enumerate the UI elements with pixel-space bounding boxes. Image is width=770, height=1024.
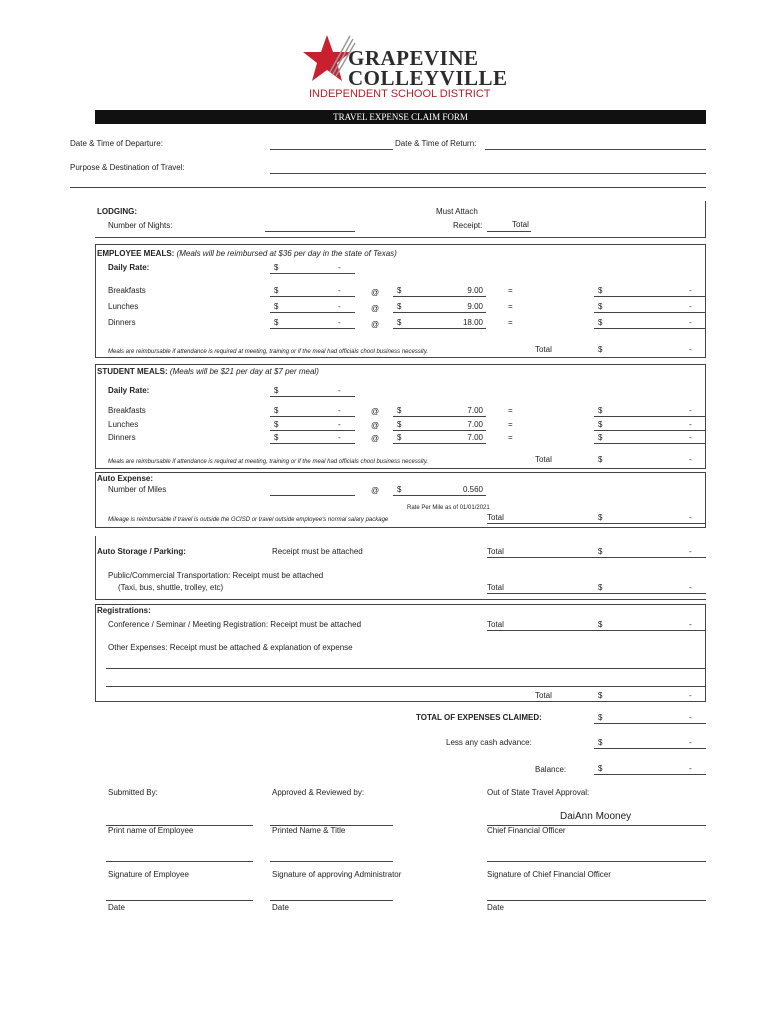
auto-rate-value: 0.560 bbox=[462, 485, 483, 494]
meal-rate-line bbox=[393, 430, 486, 431]
student-meals-subtitle: (Meals will be $21 per day at $7 per meal) bbox=[169, 367, 319, 376]
other-total-value: - bbox=[689, 691, 692, 700]
lodging-label: LODGING: bbox=[97, 207, 137, 216]
meal-rate-line bbox=[393, 416, 486, 417]
advance-field[interactable] bbox=[594, 748, 706, 749]
auto-note: Mileage is reimbursable if travel is outside the GCISD or travel outside employee's normal salary package bbox=[108, 517, 389, 523]
meal-rate-value: 7.00 bbox=[467, 406, 483, 415]
student-daily-rate-field[interactable] bbox=[270, 396, 355, 397]
meal-qty-value[interactable]: - bbox=[338, 406, 341, 415]
meal-total-dollar: $ bbox=[598, 433, 603, 442]
meal-equals: = bbox=[508, 318, 513, 327]
auto-total-value: - bbox=[689, 513, 692, 522]
meal-rate-line bbox=[393, 312, 486, 313]
registrations-total-line bbox=[487, 630, 706, 631]
employee-meals-header bbox=[97, 249, 397, 259]
registrations-total-dollar: $ bbox=[598, 620, 603, 629]
employee-date-field[interactable] bbox=[106, 900, 253, 901]
auto-expense-title: Auto Expense: bbox=[97, 474, 154, 483]
lodging-nights-field[interactable] bbox=[265, 231, 355, 232]
meal-rate-line bbox=[393, 443, 486, 444]
balance-label: Balance: bbox=[535, 765, 567, 774]
print-name-title-label: Printed Name & Title bbox=[272, 826, 346, 835]
purpose-field-line-2[interactable] bbox=[70, 187, 706, 188]
meal-rate-value: 9.00 bbox=[467, 286, 483, 295]
meal-rate-value: 18.00 bbox=[462, 318, 483, 327]
departure-field[interactable] bbox=[270, 149, 393, 150]
student-meals-note: Meals are reimbursable if attendance is required at meeting, training or if the meal had officials chool business necessity. bbox=[108, 459, 429, 465]
registrations-total-label: Total bbox=[487, 620, 504, 629]
meal-total-dollar: $ bbox=[598, 302, 603, 311]
public-total-value: - bbox=[689, 583, 692, 592]
meal-qty-dollar: $ bbox=[274, 420, 279, 429]
parking-receipt-note: Receipt must be attached bbox=[272, 547, 363, 556]
student-meals-total-dollar: $ bbox=[598, 455, 603, 464]
meal-label: Breakfasts bbox=[108, 286, 146, 295]
meal-qty-value[interactable]: - bbox=[338, 318, 341, 327]
meal-qty-dollar: $ bbox=[274, 433, 279, 442]
meal-total-line bbox=[594, 416, 706, 417]
auto-miles-label: Number of Miles bbox=[108, 485, 167, 494]
meal-qty-dollar: $ bbox=[274, 318, 279, 327]
cfo-title-label: Chief Financial Officer bbox=[487, 826, 566, 835]
meal-total-dollar: $ bbox=[598, 406, 603, 415]
public-transport-line-1: Public/Commercial Transportation: Receipt must be attached bbox=[108, 571, 324, 580]
meal-total-value: - bbox=[689, 302, 692, 311]
registrations-line: Conference / Seminar / Meeting Registration: Receipt must be attached bbox=[108, 620, 362, 629]
employee-meals-total-value: - bbox=[689, 345, 692, 354]
meal-total-value: - bbox=[689, 286, 692, 295]
logo-line-2: COLLEYVILLE bbox=[348, 66, 508, 90]
registrations-total-value: - bbox=[689, 620, 692, 629]
public-total-label: Total bbox=[487, 583, 504, 592]
advance-label: Less any cash advance: bbox=[446, 738, 532, 747]
meal-qty-field[interactable] bbox=[270, 443, 355, 444]
departure-label: Date & Time of Departure: bbox=[70, 139, 163, 148]
total-claimed-line bbox=[594, 723, 706, 724]
cfo-signature-label: Signature of Chief Financial Officer bbox=[487, 870, 611, 879]
meal-rate-dollar: $ bbox=[397, 406, 402, 415]
meal-at: @ bbox=[371, 320, 380, 329]
meal-rate-dollar: $ bbox=[397, 318, 402, 327]
parking-total-dollar: $ bbox=[598, 547, 603, 556]
purpose-label: Purpose & Destination of Travel: bbox=[70, 163, 185, 172]
public-total-line bbox=[487, 593, 706, 594]
auto-total-label: Total bbox=[487, 513, 504, 522]
return-label: Date & Time of Return: bbox=[395, 139, 477, 148]
public-total-dollar: $ bbox=[598, 583, 603, 592]
employee-daily-rate-label: Daily Rate: bbox=[108, 263, 150, 272]
meal-rate-line bbox=[393, 328, 486, 329]
district-logo bbox=[300, 30, 508, 102]
student-daily-rate-value: - bbox=[338, 386, 341, 395]
meal-total-line bbox=[594, 430, 706, 431]
meal-total-dollar: $ bbox=[598, 318, 603, 327]
employee-meals-subtitle: (Meals will be reimbursed at $36 per day in the state of Texas) bbox=[176, 249, 397, 258]
employee-date-label: Date bbox=[108, 903, 125, 912]
meal-total-value: - bbox=[689, 406, 692, 415]
cfo-date-field[interactable] bbox=[487, 900, 706, 901]
meal-qty-value[interactable]: - bbox=[338, 433, 341, 442]
meal-qty-dollar: $ bbox=[274, 302, 279, 311]
meal-at: @ bbox=[371, 288, 380, 297]
logo-line-3: INDEPENDENT SCHOOL DISTRICT bbox=[309, 88, 491, 100]
meal-label: Dinners bbox=[108, 318, 136, 327]
meal-qty-value[interactable]: - bbox=[338, 286, 341, 295]
parking-total-value: - bbox=[689, 547, 692, 556]
meal-rate-line bbox=[393, 296, 486, 297]
meal-equals: = bbox=[508, 286, 513, 295]
employee-daily-rate-value: - bbox=[338, 263, 341, 272]
employee-meals-note: Meals are reimbursable if attendance is required at meeting, training or if the meal had officials chool business necessity. bbox=[108, 349, 429, 355]
meal-total-value: - bbox=[689, 433, 692, 442]
student-meals-total-label: Total bbox=[535, 455, 552, 464]
meal-qty-field[interactable] bbox=[270, 296, 355, 297]
submitted-by-label: Submitted By: bbox=[108, 788, 158, 797]
cfo-name: DaiAnn Mooney bbox=[560, 811, 632, 822]
meal-label: Lunches bbox=[108, 302, 139, 311]
meal-at: @ bbox=[371, 421, 380, 430]
student-meals-total-value: - bbox=[689, 455, 692, 464]
meal-rate-dollar: $ bbox=[397, 420, 402, 429]
lodging-receipt-field[interactable] bbox=[487, 231, 531, 232]
lodging-section bbox=[95, 201, 706, 238]
other-expenses-line: Other Expenses: Receipt must be attached & explanation of expense bbox=[108, 643, 353, 652]
other-expense-field-2[interactable] bbox=[106, 686, 706, 687]
auto-rate-note: Rate Per Mile as of 01/01/2021 bbox=[407, 505, 490, 511]
meal-total-value: - bbox=[689, 318, 692, 327]
auto-rate-dollar: $ bbox=[397, 485, 402, 494]
lodging-nights-label: Number of Nights: bbox=[108, 221, 173, 230]
meal-total-line bbox=[594, 328, 706, 329]
form-title: TRAVEL EXPENSE CLAIM FORM bbox=[333, 112, 468, 122]
meal-equals: = bbox=[508, 420, 513, 429]
employee-meals-title: EMPLOYEE MEALS: bbox=[97, 249, 175, 258]
auto-rate-line bbox=[393, 495, 486, 496]
balance-value: - bbox=[689, 764, 692, 773]
meal-rate-value: 7.00 bbox=[467, 420, 483, 429]
meal-label: Dinners bbox=[108, 433, 136, 442]
registrations-section bbox=[95, 604, 706, 702]
admin-signature-field[interactable] bbox=[270, 861, 393, 862]
logo-line-1: GRAPEVINE bbox=[348, 46, 479, 70]
meal-rate-dollar: $ bbox=[397, 286, 402, 295]
print-employee-label: Print name of Employee bbox=[108, 826, 194, 835]
public-transport-line-2: (Taxi, bus, shuttle, trolley, etc) bbox=[118, 583, 224, 592]
auto-at: @ bbox=[371, 486, 380, 495]
meal-rate-value: 7.00 bbox=[467, 433, 483, 442]
employee-daily-rate-field[interactable] bbox=[270, 273, 355, 274]
meal-rate-dollar: $ bbox=[397, 433, 402, 442]
meal-qty-field[interactable] bbox=[270, 430, 355, 431]
meal-equals: = bbox=[508, 302, 513, 311]
meal-qty-dollar: $ bbox=[274, 286, 279, 295]
registrations-title: Registrations: bbox=[97, 606, 151, 615]
cfo-date-label: Date bbox=[487, 903, 504, 912]
employee-signature-field[interactable] bbox=[106, 861, 253, 862]
meal-equals: = bbox=[508, 406, 513, 415]
meal-qty-field[interactable] bbox=[270, 416, 355, 417]
meal-total-dollar: $ bbox=[598, 420, 603, 429]
employee-meals-section bbox=[95, 244, 706, 358]
parking-total-line bbox=[487, 557, 706, 558]
student-daily-rate-label: Daily Rate: bbox=[108, 386, 150, 395]
meal-qty-field[interactable] bbox=[270, 328, 355, 329]
out-of-state-label: Out of State Travel Approval: bbox=[487, 788, 590, 797]
meal-qty-value[interactable]: - bbox=[338, 302, 341, 311]
meal-at: @ bbox=[371, 407, 380, 416]
employee-daily-rate-dollar: $ bbox=[274, 263, 279, 272]
advance-value[interactable]: - bbox=[689, 738, 692, 747]
meal-total-line bbox=[594, 443, 706, 444]
meal-rate-dollar: $ bbox=[397, 302, 402, 311]
parking-total-label: Total bbox=[487, 547, 504, 556]
total-claimed-value: - bbox=[689, 713, 692, 722]
meal-qty-value[interactable]: - bbox=[338, 420, 341, 429]
lodging-receipt-label: Receipt: bbox=[453, 221, 483, 230]
meal-at: @ bbox=[371, 304, 380, 313]
balance-line bbox=[594, 774, 706, 775]
other-total-label: Total bbox=[535, 691, 552, 700]
meal-qty-dollar: $ bbox=[274, 406, 279, 415]
cfo-signature-field[interactable] bbox=[487, 861, 706, 862]
total-claimed-dollar: $ bbox=[598, 713, 603, 722]
meal-label: Breakfasts bbox=[108, 406, 146, 415]
meal-rate-value: 9.00 bbox=[467, 302, 483, 311]
advance-dollar: $ bbox=[598, 738, 603, 747]
meal-total-line bbox=[594, 312, 706, 313]
meal-at: @ bbox=[371, 434, 380, 443]
lodging-total-label: Total bbox=[512, 220, 529, 229]
meal-total-dollar: $ bbox=[598, 286, 603, 295]
lodging-must-attach: Must Attach bbox=[436, 207, 478, 216]
total-claimed-label: TOTAL OF EXPENSES CLAIMED: bbox=[416, 713, 542, 722]
auto-miles-field[interactable] bbox=[270, 495, 355, 496]
student-meals-title: STUDENT MEALS: bbox=[97, 367, 168, 376]
meal-total-value: - bbox=[689, 420, 692, 429]
meal-label: Lunches bbox=[108, 420, 139, 429]
approved-by-label: Approved & Reviewed by: bbox=[272, 788, 365, 797]
admin-date-field[interactable] bbox=[270, 900, 393, 901]
meal-qty-field[interactable] bbox=[270, 312, 355, 313]
balance-dollar: $ bbox=[598, 764, 603, 773]
student-daily-rate-dollar: $ bbox=[274, 386, 279, 395]
return-field[interactable] bbox=[485, 149, 706, 150]
other-expense-field-1[interactable] bbox=[106, 668, 706, 669]
employee-signature-label: Signature of Employee bbox=[108, 870, 189, 879]
auto-total-line bbox=[487, 523, 706, 524]
other-total-dollar: $ bbox=[598, 691, 603, 700]
employee-meals-total-dollar: $ bbox=[598, 345, 603, 354]
purpose-field[interactable] bbox=[270, 173, 706, 174]
auto-total-dollar: $ bbox=[598, 513, 603, 522]
meal-equals: = bbox=[508, 433, 513, 442]
employee-meals-total-label: Total bbox=[535, 345, 552, 354]
meal-total-line bbox=[594, 296, 706, 297]
admin-date-label: Date bbox=[272, 903, 289, 912]
parking-title: Auto Storage / Parking: bbox=[97, 547, 186, 556]
admin-signature-label: Signature of approving Administrator bbox=[272, 870, 402, 879]
student-meals-header bbox=[97, 367, 319, 377]
